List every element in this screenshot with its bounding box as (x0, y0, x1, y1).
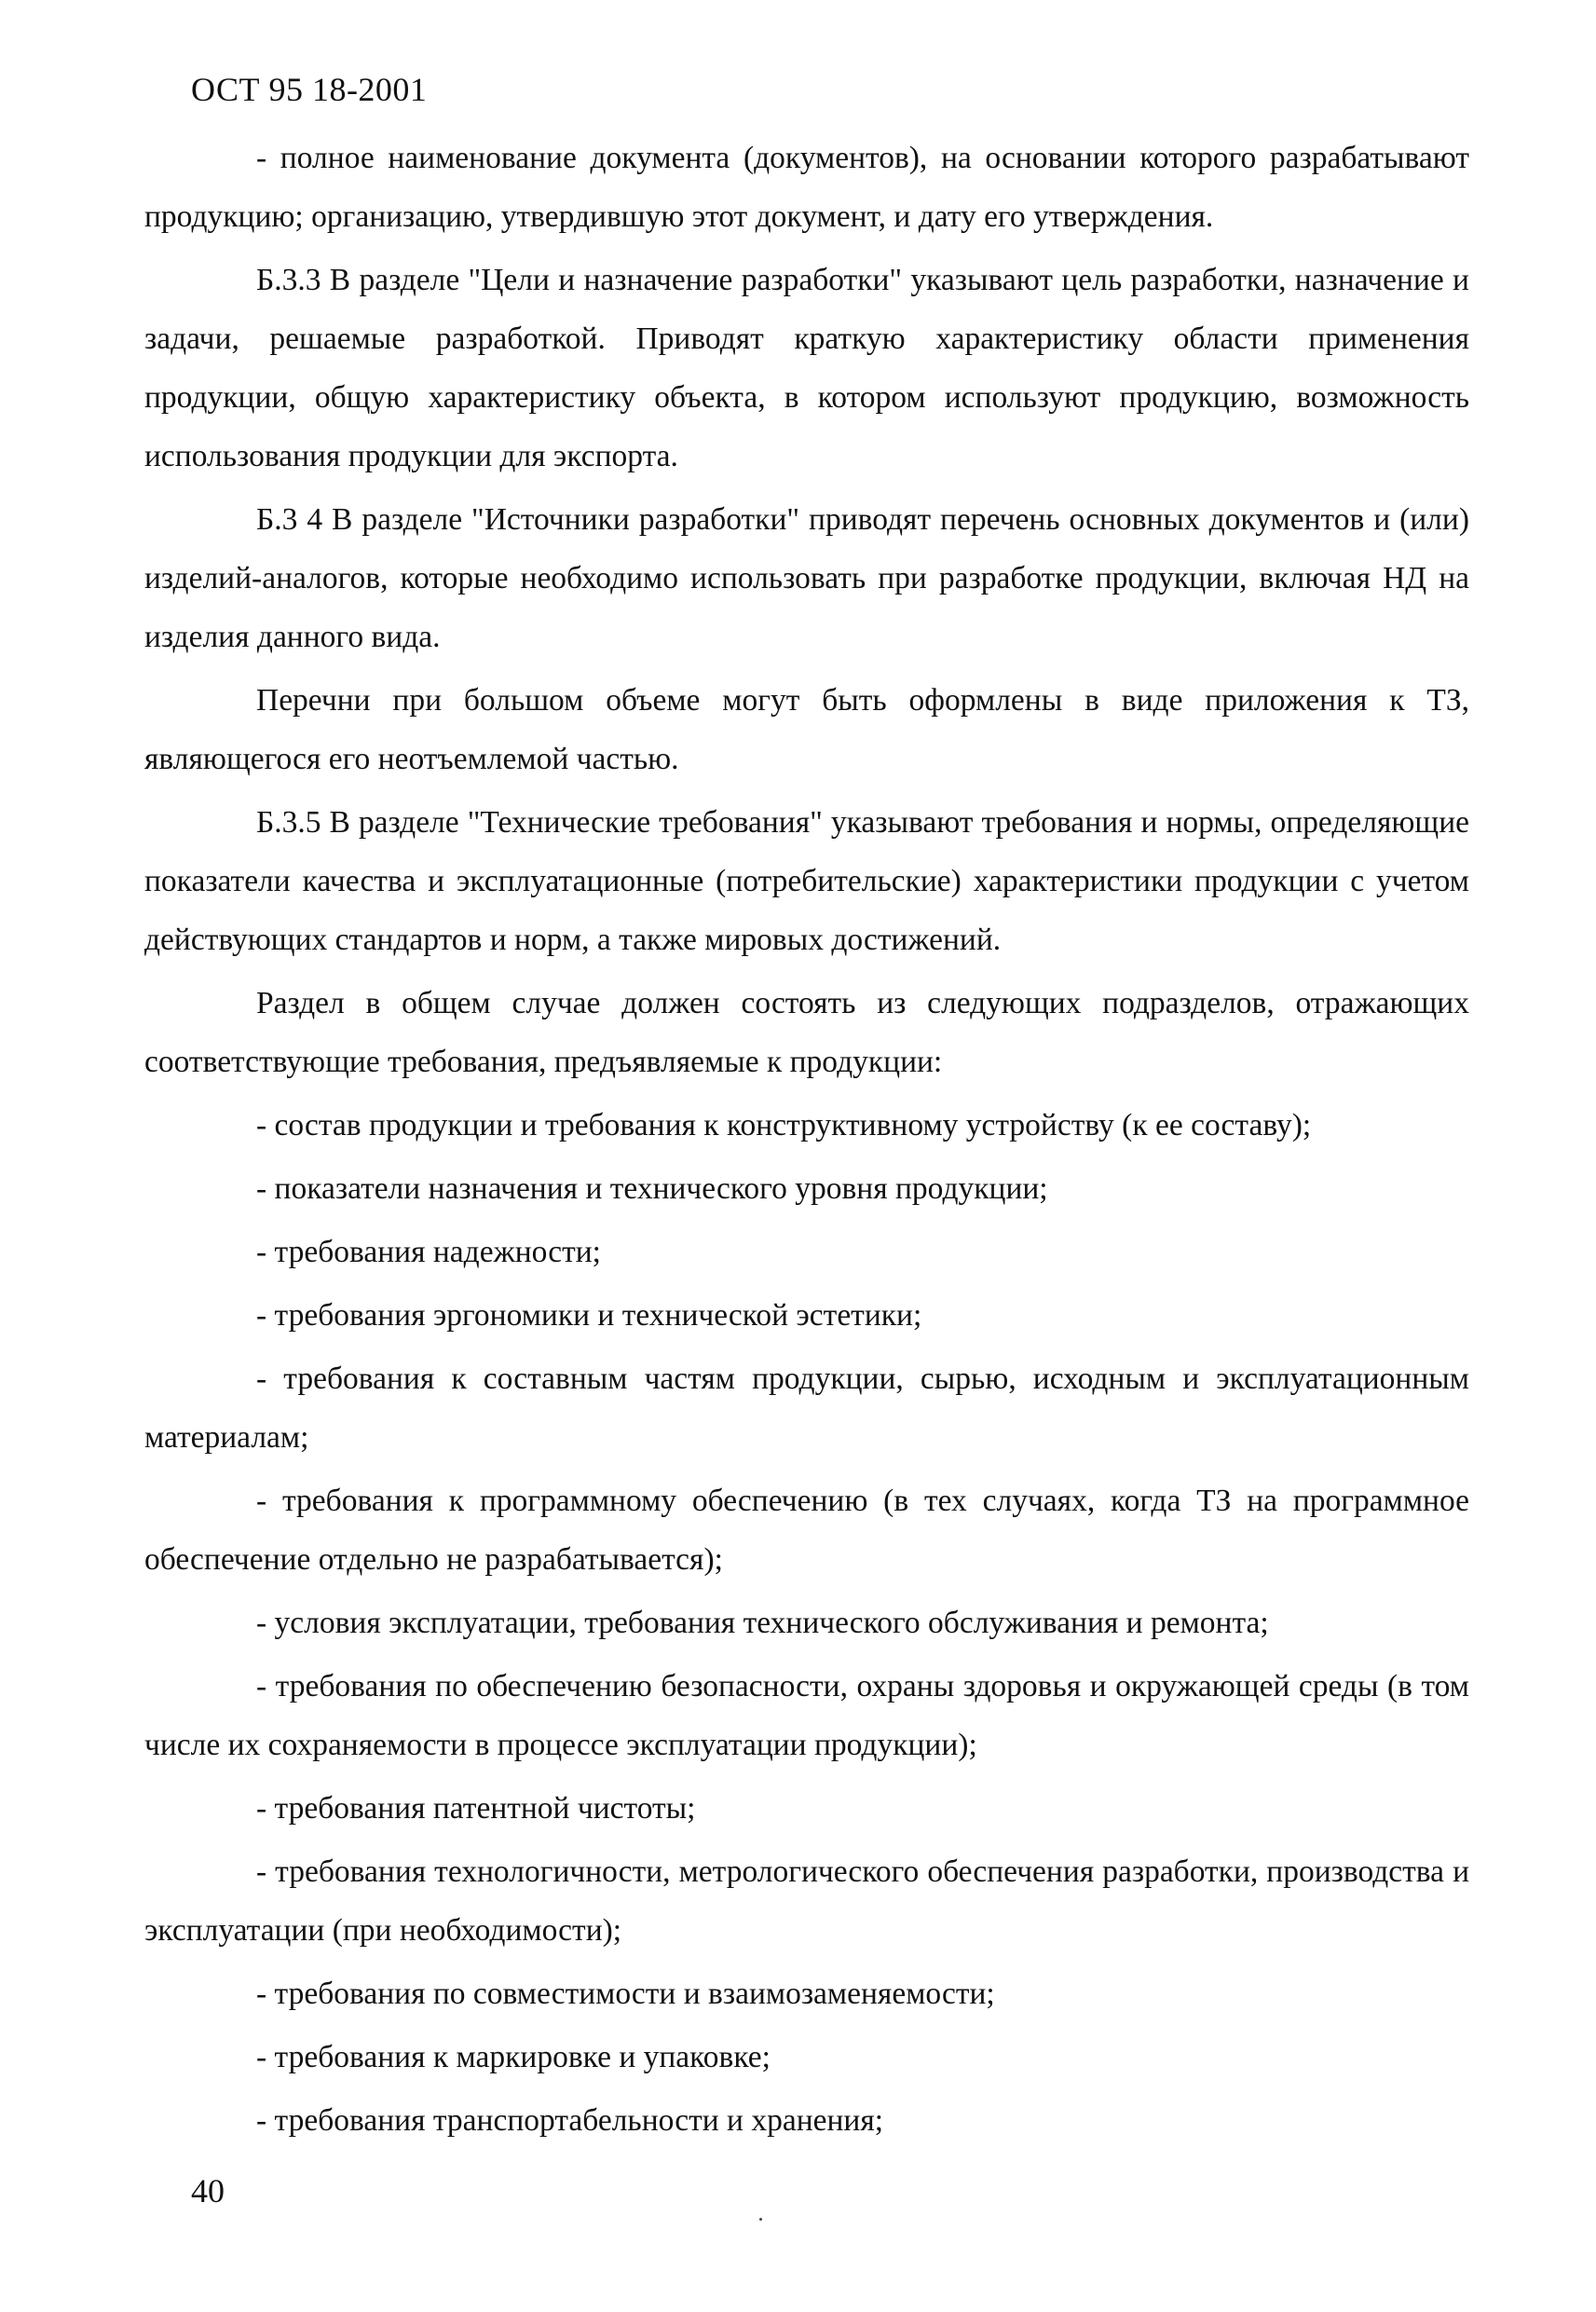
list-item: - требования эргономики и технической эстетики; (256, 1298, 922, 1333)
list-item: - требования к составным частям продукции, сырью, исходным и эксплуатационным материалам; (144, 1361, 1469, 1455)
page-number: 40 (191, 2172, 225, 2209)
paragraph-b35: Б.3.5 В разделе "Технические требования" указывают требования и нормы, определяющие показатели качества и эксплуатационные (потребительские) характеристики продукции с учетом действующих стандартов и норм, а также мировых достижений. (144, 805, 1469, 957)
list-item: - требования патентной чистоты; (256, 1791, 696, 1826)
list-item: - условия эксплуатации, требования технического обслуживания и ремонта; (256, 1606, 1269, 1640)
list-item: - требования по совместимости и взаимозаменяемости; (256, 1977, 995, 2011)
paragraph-lists-appendix: Перечни при большом объеме могут быть оформлены в виде приложения к ТЗ, являющегося его неотъемлемой частью. (144, 683, 1469, 776)
document-code-header: ОСТ 95 18-2001 (191, 71, 428, 108)
list-item: - требования к программному обеспечению (в тех случаях, когда ТЗ на программное обеспечение отдельно не разрабатывается); (144, 1484, 1469, 1577)
list-item: - требования транспортабельности и хранения; (256, 2103, 884, 2138)
paragraph-doc-name: - полное наименование документа (документов), на основании которого разрабатывают продукцию; организацию, утвердившую этот документ, и дату его утверждения. (144, 141, 1469, 234)
list-item: - требования надежности; (256, 1235, 601, 1269)
list-item: - требования по обеспечению безопасности, охраны здоровья и окружающей среды (в том числе их сохраняемости в процессе эксплуатации продукции); (144, 1669, 1469, 1762)
list-item: - требования к маркировке и упаковке; (256, 2040, 771, 2074)
paragraph-section-composition: Раздел в общем случае должен состоять из следующих подразделов, отражающих соответствующие требования, предъявляемые к продукции: (144, 986, 1469, 1079)
scan-speck (759, 2218, 762, 2221)
paragraph-b34: Б.3 4 В разделе "Источники разработки" приводят перечень основных документов и (или) изделий-аналогов, которые необходимо использовать при разработке продукции, включая НД на изделия данного вида. (144, 502, 1469, 654)
list-item: - требования технологичности, метрологического обеспечения разработки, производства и эксплуатации (при необходимости); (144, 1854, 1469, 1948)
document-body (144, 129, 1469, 2155)
list-item: - состав продукции и требования к конструктивному устройству (к ее составу); (256, 1108, 1312, 1142)
list-item: - показатели назначения и технического уровня продукции; (256, 1171, 1048, 1206)
paragraph-b33: Б.3.3 В разделе "Цели и назначение разработки" указывают цель разработки, назначение и задачи, решаемые разработкой. Приводят краткую характеристику области применения продукции, общую характеристику объекта, в котором используют продукцию, возможность использования продукции для экспорта. (144, 263, 1469, 473)
